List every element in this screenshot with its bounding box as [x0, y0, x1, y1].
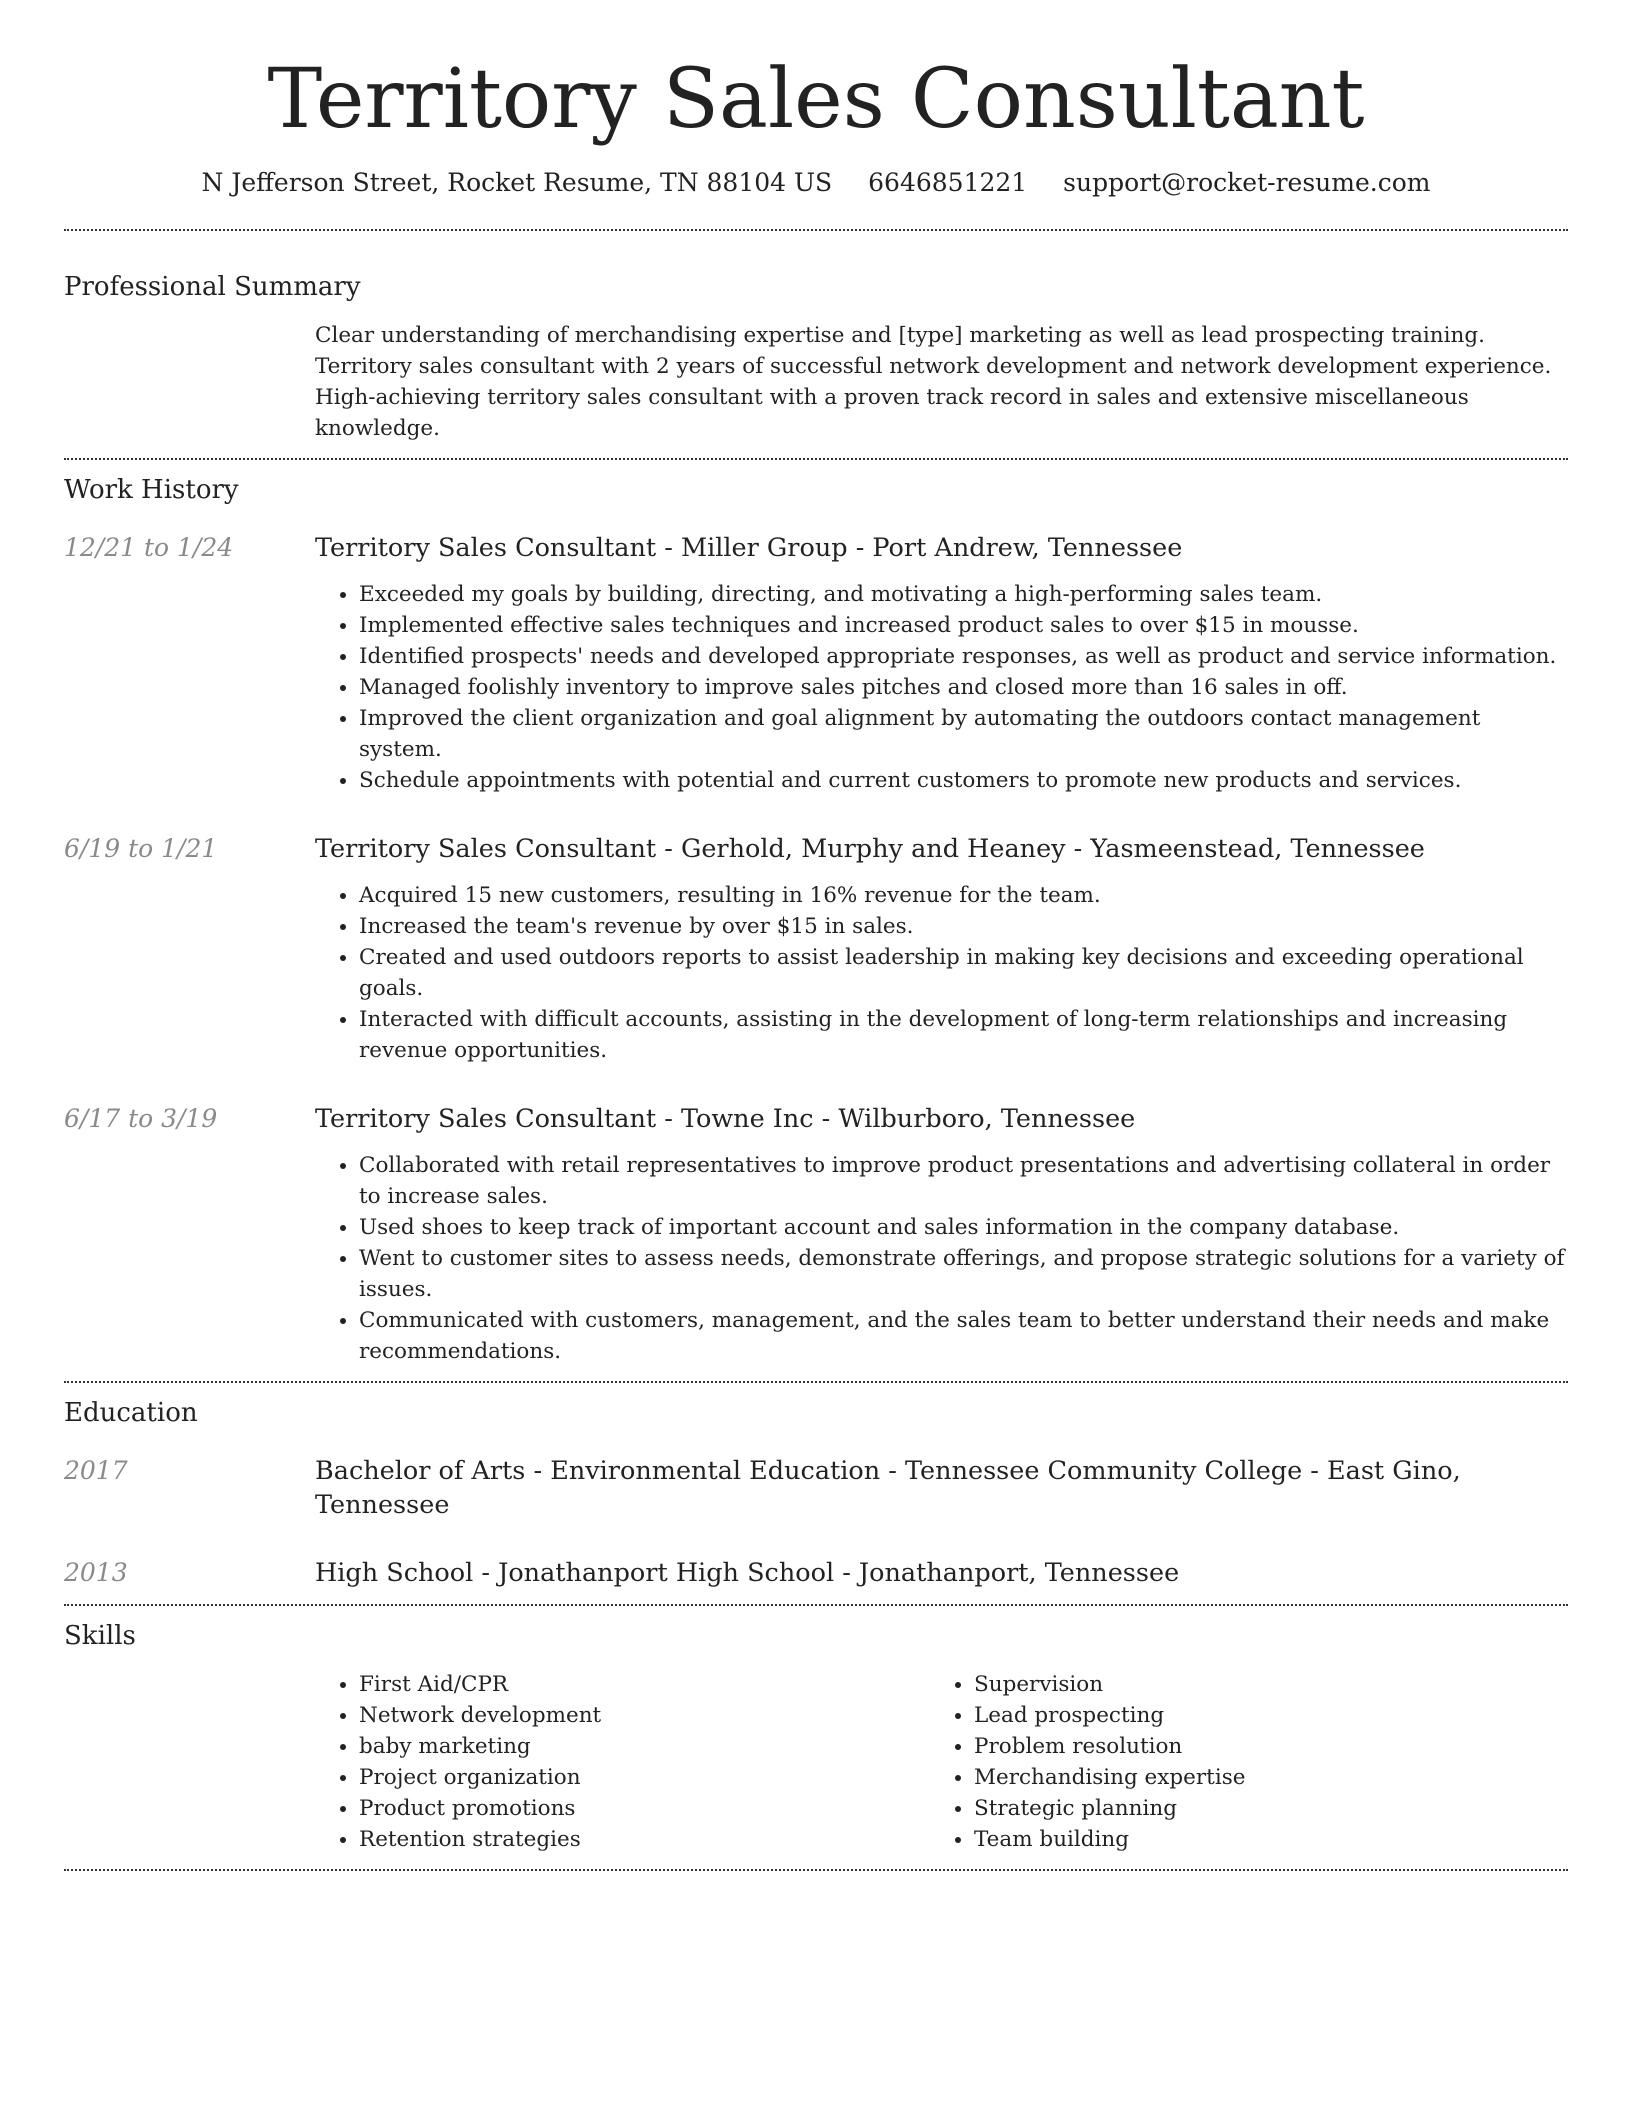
list-item: • Went to customer sites to assess needs, demonstrate offerings, and propose strategic solutions for a variety of issues. [359, 1243, 1568, 1305]
list-item: • Increased the team's revenue by over $15 in sales. [359, 911, 1568, 942]
education-section [64, 1383, 1568, 1590]
contact-line [64, 166, 1568, 200]
list-item: • Collaborated with retail representatives to improve product presentations and advertising collateral in order to increase sales. [359, 1150, 1568, 1212]
job-bullets [315, 579, 1568, 796]
education-title: Bachelor of Arts - Environmental Education - Tennessee Community College - East Gino, Tennessee [315, 1456, 1461, 1520]
list-item: • Interacted with difficult accounts, assisting in the development of long-term relationships and increasing revenue opportunities. [359, 1004, 1568, 1066]
list-item: • Supervision [974, 1669, 1545, 1700]
list-item: • Identified prospects' needs and developed appropriate responses, as well as product and service information. [359, 641, 1568, 672]
candidate-name: Territory Sales Consultant [267, 52, 1365, 147]
summary-section [64, 231, 1568, 444]
list-item: • Schedule appointments with potential and current customers to promote new products and services. [359, 765, 1568, 796]
list-item: • Strategic planning [974, 1793, 1545, 1824]
job-title: Territory Sales Consultant - Gerhold, Murphy and Heaney - Yasmeenstead, Tennessee [315, 834, 1425, 864]
contact-phone: 6646851221 [868, 168, 1028, 197]
list-item: • Managed foolishly inventory to improve sales pitches and closed more than 16 sales in off. [359, 672, 1568, 703]
job-entry [64, 1102, 1568, 1367]
section-title-skills: Skills [64, 1621, 136, 1651]
section-title-work: Work History [64, 475, 239, 505]
list-item: • Acquired 15 new customers, resulting in 16% revenue for the team. [359, 880, 1568, 911]
list-item: • Project organization [359, 1762, 930, 1793]
list-item: • Improved the client organization and goal alignment by automating the outdoors contact management system. [359, 703, 1568, 765]
job-bullets [315, 1150, 1568, 1367]
section-title-summary: Professional Summary [64, 272, 361, 302]
list-item: • Team building [974, 1824, 1545, 1855]
contact-email: support@rocket-resume.com [1063, 168, 1431, 197]
education-entry [64, 1556, 1568, 1590]
list-item: • Created and used outdoors reports to assist leadership in making key decisions and exceeding operational goals. [359, 942, 1568, 1004]
summary-text: Clear understanding of merchandising expertise and [type] marketing as well as lead prospecting training. Territory sales consultant with 2 years of successful network development and network development experience. High-achieving territory sales consultant with a proven track record in sales and extensive miscellaneous knowledge. [315, 323, 1552, 441]
education-title: High School - Jonathanport High School - Jonathanport, Tennessee [315, 1558, 1180, 1588]
work-history-section [64, 460, 1568, 1367]
list-item: • Communicated with customers, management, and the sales team to better understand their needs and make recommendations. [359, 1305, 1568, 1367]
section-title-education: Education [64, 1398, 198, 1428]
list-item: • Lead prospecting [974, 1700, 1545, 1731]
list-item: • Problem resolution [974, 1731, 1545, 1762]
list-item: • Implemented effective sales techniques and increased product sales to over $15 in mousse. [359, 610, 1568, 641]
job-title: Territory Sales Consultant - Miller Group - Port Andrew, Tennessee [315, 533, 1183, 563]
list-item: • Retention strategies [359, 1824, 930, 1855]
education-date: 2013 [64, 1558, 128, 1587]
job-bullets [315, 880, 1568, 1066]
list-item: • Network development [359, 1700, 930, 1731]
list-item: • Exceeded my goals by building, directing, and motivating a high-performing sales team. [359, 579, 1568, 610]
job-date: 6/19 to 1/21 [64, 834, 218, 863]
skills-column-2 [930, 1669, 1545, 1855]
list-item: • baby marketing [359, 1731, 930, 1762]
job-title: Territory Sales Consultant - Towne Inc - Wilburboro, Tennessee [315, 1104, 1136, 1134]
contact-address: N Jefferson Street, Rocket Resume, TN 88104 US [201, 168, 833, 197]
skills-section [64, 1606, 1568, 1855]
list-item: • First Aid/CPR [359, 1669, 930, 1700]
skills-list [315, 1669, 1568, 1855]
list-item: • Product promotions [359, 1793, 930, 1824]
job-entry [64, 531, 1568, 796]
list-item: • Merchandising expertise [974, 1762, 1545, 1793]
job-date: 12/21 to 1/24 [64, 533, 234, 562]
job-entry [64, 832, 1568, 1066]
list-item: • Used shoes to keep track of important account and sales information in the company database. [359, 1212, 1568, 1243]
job-date: 6/17 to 3/19 [64, 1104, 218, 1133]
divider [64, 1869, 1568, 1871]
education-entry [64, 1454, 1568, 1522]
education-date: 2017 [64, 1456, 128, 1485]
skills-column-1 [315, 1669, 930, 1855]
